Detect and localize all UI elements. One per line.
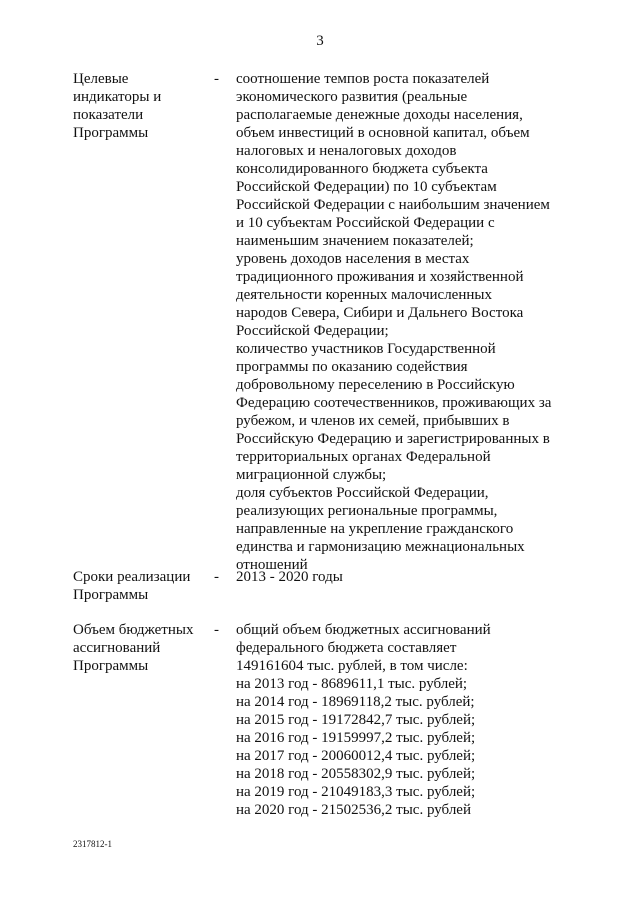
content-line: объем инвестиций в основной капитал, объем [236, 125, 530, 141]
content-line: народов Севера, Сибири и Дальнего Востока [236, 305, 524, 321]
page-number: 3 [316, 33, 324, 49]
content-line: программы по оказанию содействия [236, 359, 468, 375]
section-label [73, 621, 203, 675]
content-line: доля субъектов Российской Федерации, [236, 485, 489, 501]
content-line: добровольному переселению в Российскую [236, 377, 515, 393]
content-line: единства и гармонизацию межнациональных [236, 539, 525, 555]
content-line: соотношение темпов роста показателей [236, 71, 490, 87]
section-content [236, 70, 566, 574]
content-line: на 2014 год - 18969118,2 тыс. рублей; [236, 694, 475, 710]
content-line: уровень доходов населения в местах [236, 251, 470, 267]
section-dash: - [214, 569, 219, 585]
content-line: количество участников Государственной [236, 341, 496, 357]
content-line: Российской Федерации) по 10 субъектам [236, 179, 497, 195]
content-line: располагаемые денежные доходы населения, [236, 107, 523, 123]
content-line: консолидированного бюджета субъекта [236, 161, 488, 177]
content-line: 149161604 тыс. рублей, в том числе: [236, 658, 468, 674]
content-line: на 2013 год - 8689611,1 тыс. рублей; [236, 676, 468, 692]
content-line: на 2017 год - 20060012,4 тыс. рублей; [236, 748, 476, 764]
content-line: наименьшим значением показателей; [236, 233, 474, 249]
content-line: на 2016 год - 19159997,2 тыс. рублей; [236, 730, 476, 746]
section-dash: - [214, 622, 219, 638]
label-line: индикаторы и [73, 89, 162, 105]
label-line: Программы [73, 125, 149, 141]
section-label [73, 70, 203, 142]
content-line: на 2018 год - 20558302,9 тыс. рублей; [236, 766, 476, 782]
content-line: 2013 - 2020 годы [236, 569, 343, 585]
content-line: деятельности коренных малочисленных [236, 287, 492, 303]
content-line: направленные на укрепление гражданского [236, 521, 514, 537]
content-line: экономического развития (реальные [236, 89, 468, 105]
document-code: 2317812-1 [73, 839, 112, 849]
label-line: Программы [73, 587, 149, 603]
content-line: Федерацию соотечественников, проживающих за [236, 395, 552, 411]
content-line: Российскую Федерацию и зарегистрированных в [236, 431, 550, 447]
label-line: ассигнований [73, 640, 161, 656]
content-line: миграционной службы; [236, 467, 387, 483]
content-line: Российской Федерации с наибольшим значением [236, 197, 550, 213]
section-label [73, 568, 203, 604]
content-line: и 10 субъектам Российской Федерации с [236, 215, 495, 231]
content-line: традиционного проживания и хозяйственной [236, 269, 524, 285]
section-content [236, 621, 566, 819]
section-content [236, 568, 566, 586]
content-line: налоговых и неналоговых доходов [236, 143, 457, 159]
content-line: на 2015 год - 19172842,7 тыс. рублей; [236, 712, 476, 728]
content-line: на 2019 год - 21049183,3 тыс. рублей; [236, 784, 476, 800]
content-line: Российской Федерации; [236, 323, 389, 339]
label-line: Объем бюджетных [73, 622, 194, 638]
content-line: федерального бюджета составляет [236, 640, 457, 656]
label-line: Сроки реализации [73, 569, 191, 585]
content-line: рубежом, и членов их семей, прибывших в [236, 413, 510, 429]
label-line: Целевые [73, 71, 129, 87]
content-line: реализующих региональные программы, [236, 503, 498, 519]
label-line: Программы [73, 658, 149, 674]
section-dash: - [214, 71, 219, 87]
content-line: территориальных органах Федеральной [236, 449, 491, 465]
content-line: на 2020 год - 21502536,2 тыс. рублей [236, 802, 471, 818]
label-line: показатели [73, 107, 144, 123]
content-line: общий объем бюджетных ассигнований [236, 622, 491, 638]
content-line: отношений [236, 557, 308, 573]
